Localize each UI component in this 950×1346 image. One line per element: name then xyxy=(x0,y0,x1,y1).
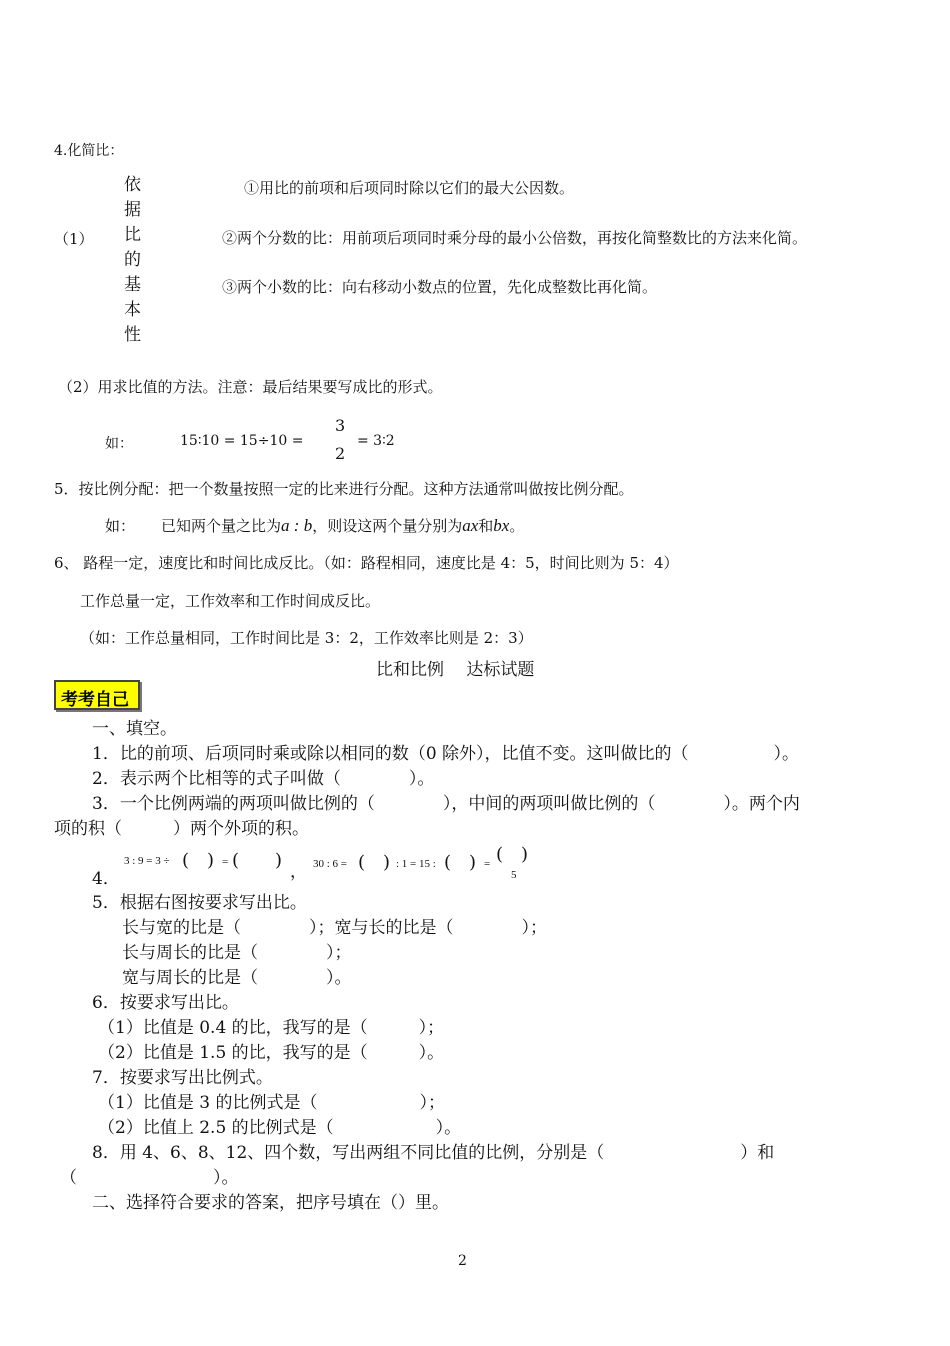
section6-line3: （如：工作总量相同，工作时间比是 3：2，工作效率比则是 2：3） xyxy=(80,629,533,647)
basis-char: 比 xyxy=(124,225,141,245)
question-3-line2: 项的积（ ）两个外项的积。 xyxy=(54,819,309,839)
ratio-expression: a : b xyxy=(281,516,313,535)
basis-char: 性 xyxy=(124,325,141,345)
part1-heading: 一、填空。 xyxy=(92,719,177,739)
question-2: 2．表示两个比相等的式子叫做（ ）。 xyxy=(92,769,435,789)
example-text-a: 已知两个量之比为 xyxy=(161,517,282,535)
basis-char: 据 xyxy=(124,200,141,220)
q4-blank-2: ( ) xyxy=(232,850,283,871)
question-3-line1: 3．一个比例两端的两项叫做比例的（ ），中间的两项叫做比例的（ ）。两个内 xyxy=(92,794,800,814)
q4-expression-3: : 1 = 15 : xyxy=(396,858,436,870)
example-end: 。 xyxy=(509,517,525,535)
example-result: = 3∶2 xyxy=(357,433,395,449)
basis-char: 基 xyxy=(124,275,141,295)
question-7-2: （2）比值上 2.5 的比例式是（ ）。 xyxy=(98,1118,462,1138)
and-text: 和 xyxy=(478,517,494,535)
question-5b: 长与周长的比是（ ）； xyxy=(122,943,352,963)
rule-2: ②两个分数的比：用前项后项同时乘分母的最小公倍数，再按化简整数比的方法来化简。 xyxy=(222,229,808,247)
rule-3: ③两个小数的比：向右移动小数点的位置，先化成整数比再化简。 xyxy=(222,278,658,296)
section6-line1: 6、 路程一定，速度比和时间比成反比。（如：路程相同，速度比是 4：5，时间比则为 5：4） xyxy=(54,554,679,572)
basis-char: 本 xyxy=(124,300,141,320)
question-7-1: （1）比值是 3 的比例式是（ ）； xyxy=(98,1093,445,1113)
self-test-badge xyxy=(54,680,140,710)
q4-equals-1: = xyxy=(222,856,229,868)
q4-denominator: 5 xyxy=(511,869,517,881)
section6-line2: 工作总量一定，工作效率和工作时间成反比。 xyxy=(80,592,381,610)
q4-expression-1: 3 : 9 = 3 ÷ xyxy=(124,855,170,867)
q4-blank-4: ( ) xyxy=(444,852,477,873)
example-text-b: ，则设这两个量分别为 xyxy=(312,517,463,535)
q4-blank-3: ( ) xyxy=(358,852,391,873)
question-6-2: （2）比值是 1.5 的比，我写的是（ ）。 xyxy=(98,1043,445,1063)
q4-blank-numerator: ( ) xyxy=(496,844,529,865)
question-5: 5．根据右图按要求写出比。 xyxy=(92,893,307,913)
question-5c: 宽与周长的比是（ ）。 xyxy=(122,968,352,988)
item1-label: （1） xyxy=(54,230,94,248)
item2-text: （2）用求比值的方法。注意：最后结果要写成比的形式。 xyxy=(58,378,443,396)
q4-blank-1: ( ) xyxy=(182,850,215,871)
question-8-line1: 8．用 4、6、8、12、四个数，写出两组不同比值的比例，分别是（ ）和 xyxy=(92,1143,775,1163)
example-label: 如： xyxy=(105,436,133,452)
page-number: 2 xyxy=(458,1253,467,1269)
question-4-label: 4． xyxy=(92,869,120,889)
example-expression: 15∶10 = 15÷10 = xyxy=(180,433,304,449)
example-label: 如： xyxy=(105,517,136,535)
q4-comma: ， xyxy=(290,862,307,882)
section4-title: 4.化简比： xyxy=(54,143,124,159)
fraction-numerator: 3 xyxy=(335,416,346,435)
question-5a: 长与宽的比是（ ）；宽与长的比是（ ）； xyxy=(122,918,547,938)
question-7: 7．按要求写出比例式。 xyxy=(92,1068,273,1088)
basis-char: 依 xyxy=(124,175,141,195)
section5-title: 5．按比例分配：把一个数量按照一定的比来进行分配。这种方法通常叫做按比例分配。 xyxy=(54,480,634,498)
q4-expression-2: 30 : 6 = xyxy=(313,858,348,870)
question-8-line2: （ ）。 xyxy=(60,1168,239,1188)
bx-expression: bx xyxy=(493,516,510,535)
question-1: 1．比的前项、后项同时乘或除以相同的数（0 除外），比值不变。这叫做比的（ ）。 xyxy=(92,744,800,764)
rule-1: ①用比的前项和后项同时除以它们的最大公因数。 xyxy=(244,179,575,197)
badge-label: 考考自己 xyxy=(61,690,129,710)
part2-heading: 二、选择符合要求的答案，把序号填在（）里。 xyxy=(92,1193,449,1213)
fraction-denominator: 2 xyxy=(335,444,346,463)
exercise-heading: 比和比例 达标试题 xyxy=(376,660,535,680)
ax-expression: ax xyxy=(462,516,479,535)
basis-char: 的 xyxy=(124,250,141,270)
q4-equals-2: = xyxy=(484,858,491,870)
section5-example xyxy=(105,515,524,536)
question-6: 6．按要求写出比。 xyxy=(92,993,239,1013)
question-6-1: （1）比值是 0.4 的比，我写的是（ ）； xyxy=(98,1018,445,1038)
